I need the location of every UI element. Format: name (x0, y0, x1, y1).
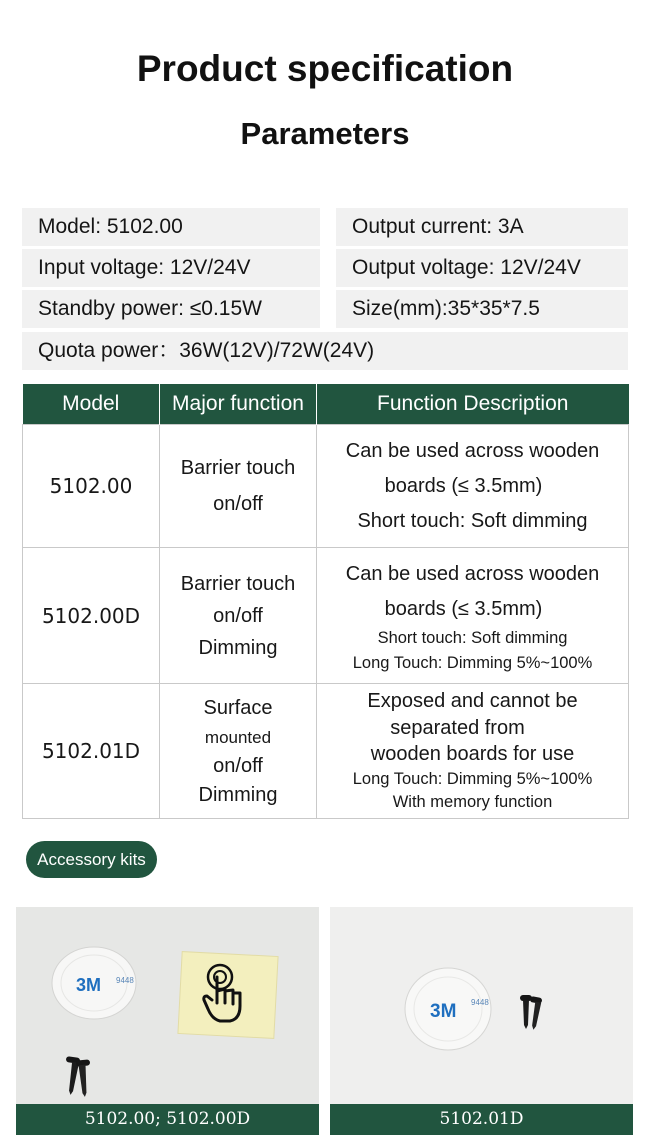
param-size: Size(mm):35*35*7.5 (336, 290, 628, 328)
table-row (23, 684, 629, 819)
model-cell: 5102.01D (23, 684, 160, 819)
description-line: boards (≤ 3.5mm) (384, 474, 543, 497)
description-line: Can be used across wooden (345, 562, 600, 585)
photo-caption: 5102.00; 5102.00D (16, 1104, 319, 1135)
description-line: Exposed and cannot be (367, 690, 578, 712)
param-input-voltage: Input voltage: 12V/24V (22, 249, 320, 287)
function-line: Barrier touch (180, 572, 296, 595)
function-line: Surface (203, 696, 273, 719)
section-title-parameters: Parameters (240, 116, 410, 151)
sticker-brand-text: 3M (430, 1001, 457, 1022)
accessory-kits-badge: Accessory kits (26, 841, 157, 878)
function-line: Barrier touch (180, 457, 296, 479)
description-line: Short touch: Soft dimming (377, 628, 568, 647)
function-table (22, 384, 629, 819)
sticker-brand-text: 3M (76, 975, 102, 995)
description-line: Short touch: Soft dimming (357, 509, 588, 532)
page-title: Product specification (136, 48, 514, 89)
function-line: on/off (213, 493, 263, 515)
accessory-photo-2-illustration (330, 907, 633, 1135)
table-row (23, 548, 629, 684)
param-model: Model: 5102.00 (22, 208, 320, 246)
description-cell (317, 425, 629, 548)
param-output-voltage: Output voltage: 12V/24V (336, 249, 628, 287)
description-line: wooden boards for use (370, 743, 575, 765)
function-line: mounted (204, 727, 272, 747)
description-line: separated from (390, 717, 525, 739)
column-header-model: Model (23, 384, 160, 425)
table-header-row (23, 384, 629, 425)
column-header-function-description: Function Description (317, 384, 629, 425)
accessory-photo-2 (330, 907, 633, 1135)
description-line: Long Touch: Dimming 5%~100% (352, 770, 593, 788)
svg-text:9448: 9448 (471, 998, 489, 1007)
adhesive-pad-icon (405, 968, 491, 1050)
touch-sticker-icon (178, 952, 278, 1039)
description-line: With memory function (392, 793, 553, 811)
model-cell: 5102.00 (23, 425, 160, 548)
major-function-cell (160, 548, 317, 684)
model-cell: 5102.00D (23, 548, 160, 684)
svg-text:9448: 9448 (116, 976, 134, 985)
accessory-photo-1 (16, 907, 319, 1135)
screw-icon (520, 995, 542, 1030)
major-function-cell (160, 684, 317, 819)
param-standby-power: Standby power: ≤0.15W (22, 290, 320, 328)
table-row (23, 425, 629, 548)
function-line: on/off (213, 754, 263, 777)
function-line: Dimming (198, 783, 278, 806)
photo-caption: 5102.01D (330, 1104, 633, 1135)
description-cell (317, 684, 629, 819)
adhesive-pad-icon (52, 947, 136, 1019)
accessory-photo-1-illustration (16, 907, 319, 1135)
major-function-cell (160, 425, 317, 548)
param-output-current: Output current: 3A (336, 208, 628, 246)
screw-icon (66, 1056, 91, 1097)
function-line: on/off (213, 604, 263, 627)
description-cell (317, 548, 629, 684)
description-line: boards (≤ 3.5mm) (384, 597, 543, 620)
description-line: Long Touch: Dimming 5%~100% (352, 653, 593, 672)
function-line: Dimming (198, 636, 278, 659)
description-line: Can be used across wooden (345, 439, 600, 462)
param-quota-power: Quota power：36W(12V)/72W(24V) (22, 332, 628, 370)
column-header-major-function: Major function (160, 384, 317, 425)
